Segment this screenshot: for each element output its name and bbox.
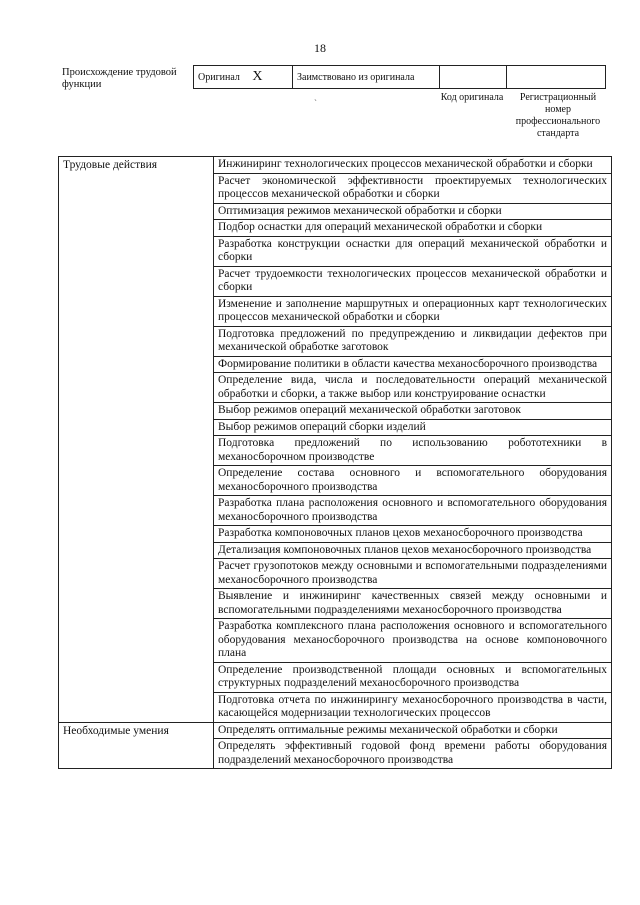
list-item: Расчет трудоемкости технологических процессов механической обработки и сборки bbox=[214, 266, 612, 296]
page-number: 18 bbox=[314, 41, 326, 55]
list-item: Оптимизация режимов механической обработки и сборки bbox=[214, 203, 612, 220]
list-item: Инжиниринг технологических процессов механической обработки и сборки bbox=[214, 157, 612, 174]
reg-number-cell bbox=[507, 66, 606, 89]
list-item: Подготовка предложений по предупреждению и ликвидации дефектов при механической обработке заготовок bbox=[214, 326, 612, 356]
list-item: Определение производственной площади основных и вспомогательных структурных подразделений механосборочного производства bbox=[214, 662, 612, 692]
list-item: Определение состава основного и вспомогательного оборудования механосборочного производства bbox=[214, 466, 612, 496]
list-item: Подготовка отчета по инжинирингу механосборочного производства в части, касающейся модернизации технологических процессов bbox=[214, 692, 612, 722]
list-item: Определение вида, числа и последовательности операций механической обработки и сборки, а также выбор или конструирование оснастки bbox=[214, 373, 612, 403]
origin-label: Происхождение трудовой функции bbox=[62, 67, 177, 90]
stray-mark: ` bbox=[314, 98, 317, 108]
list-item: Расчет экономической эффективности проектируемых технологических процессов механической обработки и сборки bbox=[214, 173, 612, 203]
list-item: Разработка плана расположения основного и вспомогательного оборудования механосборочного производства bbox=[214, 496, 612, 526]
original-mark: X bbox=[252, 69, 263, 84]
table-row bbox=[59, 157, 612, 174]
list-item: Подготовка предложений по использованию робототехники в механосборочном производстве bbox=[214, 436, 612, 466]
code-cell bbox=[440, 66, 507, 89]
list-item: Определять эффективный годовой фонд времени работы оборудования подразделений механосборочного производства bbox=[214, 739, 612, 769]
borrowed-cell: Заимствовано из оригинала bbox=[293, 66, 440, 89]
section-title: Необходимые умения bbox=[59, 722, 214, 769]
list-item: Выбор режимов операций механической обработки заготовок bbox=[214, 403, 612, 420]
section-title: Трудовые действия bbox=[59, 157, 214, 723]
table-row bbox=[59, 722, 612, 739]
original-label: Оригинал bbox=[198, 72, 240, 83]
function-table bbox=[58, 156, 612, 769]
original-cell bbox=[194, 66, 293, 89]
origin-table bbox=[193, 65, 606, 89]
list-item: Выбор режимов операций сборки изделий bbox=[214, 419, 612, 436]
list-item: Подбор оснастки для операций механической обработки и сборки bbox=[214, 220, 612, 237]
list-item: Изменение и заполнение маршрутных и операционных карт технологических процессов механической обработки и сборки bbox=[214, 296, 612, 326]
list-item: Расчет грузопотоков между основными и вспомогательными подразделениями механосборочного производства bbox=[214, 559, 612, 589]
code-caption: Код оригинала bbox=[440, 92, 504, 103]
list-item: Разработка компоновочных планов цехов механосборочного производства bbox=[214, 526, 612, 543]
list-item: Выявление и инжиниринг качественных связей между основными и вспомогательными подразделениями механосборочного производства bbox=[214, 589, 612, 619]
list-item: Формирование политики в области качества механосборочного производства bbox=[214, 356, 612, 373]
list-item: Детализация компоновочных планов цехов механосборочного производства bbox=[214, 542, 612, 559]
list-item: Разработка конструкции оснастки для операций механической обработки и сборки bbox=[214, 236, 612, 266]
reg-caption: Регистрационный номер профессионального стандарта bbox=[515, 92, 601, 139]
list-item: Определять оптимальные режимы механической обработки и сборки bbox=[214, 722, 612, 739]
list-item: Разработка комплексного плана расположения основного и вспомогательного оборудования механосборочного производства на основе компоновочного плана bbox=[214, 619, 612, 663]
